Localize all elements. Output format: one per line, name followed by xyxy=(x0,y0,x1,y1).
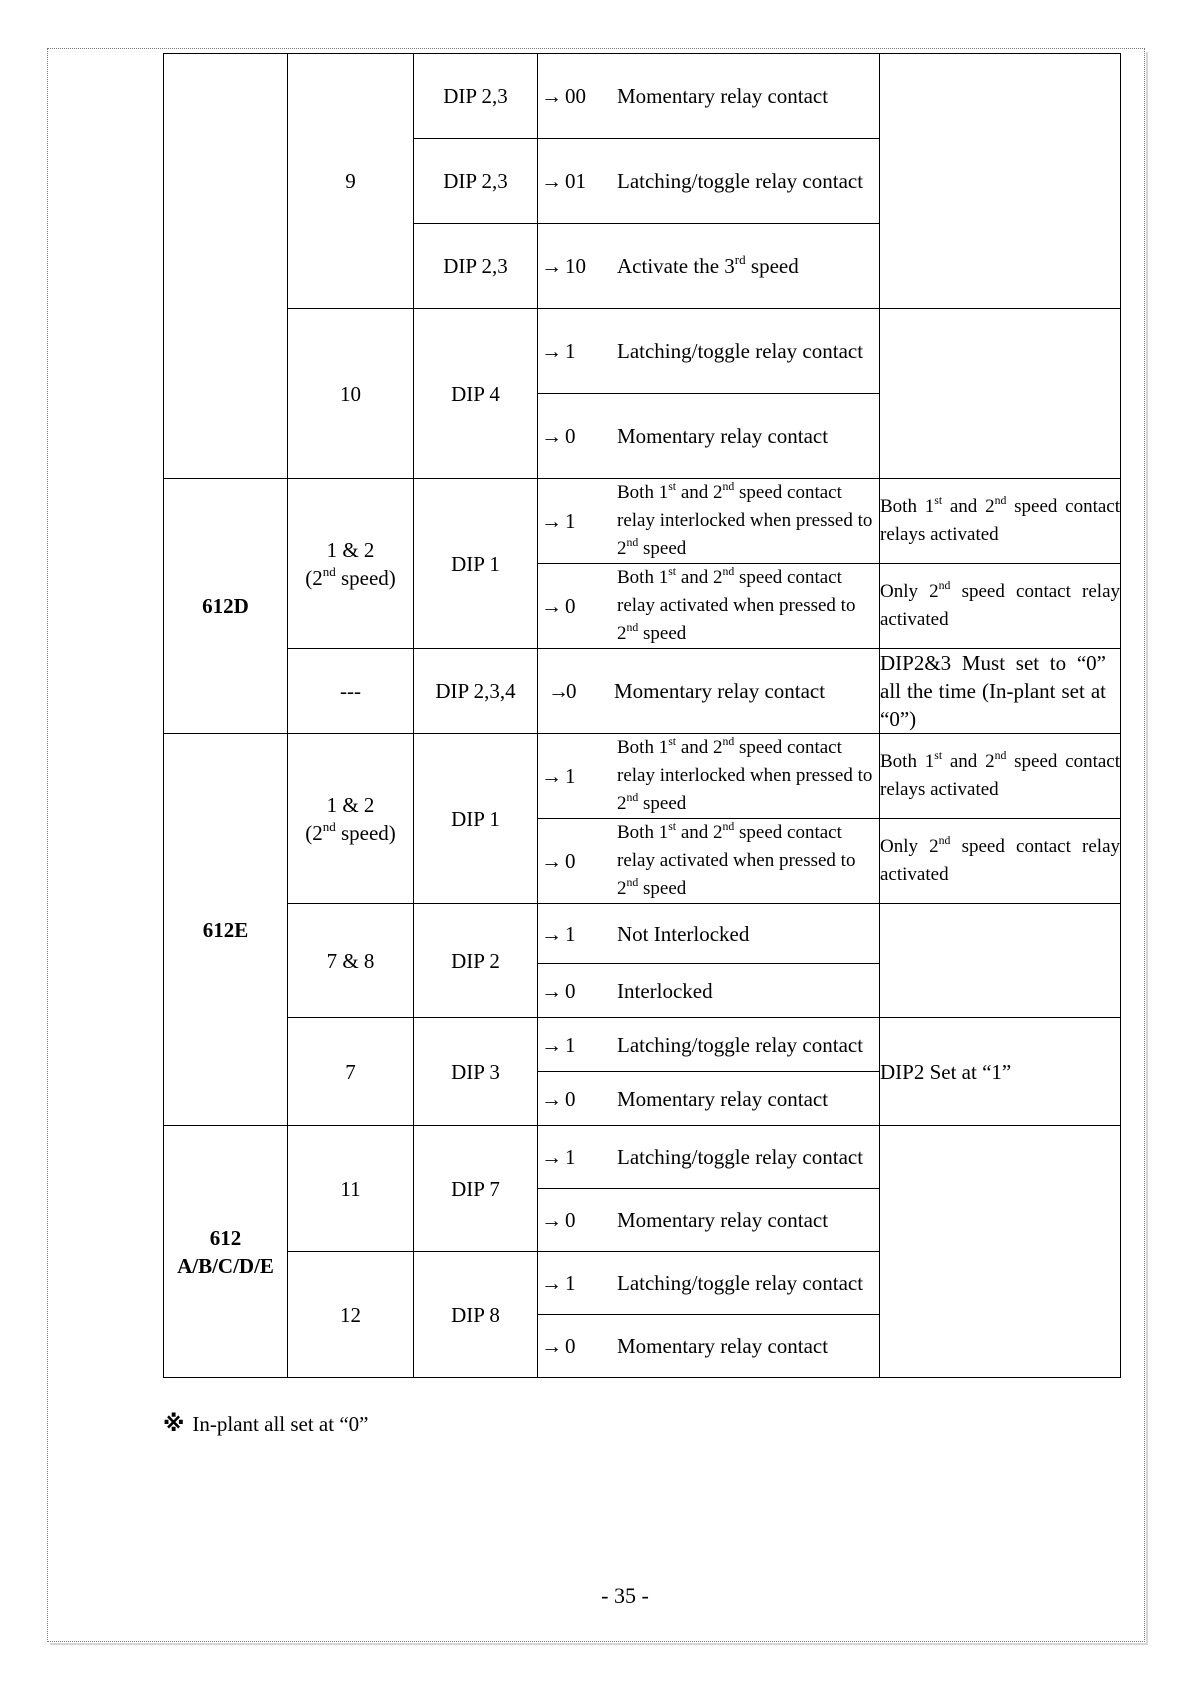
dip-value: 0 xyxy=(565,1086,576,1111)
note-cell xyxy=(880,1126,1121,1378)
dip-cell: DIP 1 xyxy=(414,479,538,649)
note-cell xyxy=(880,54,1121,309)
function-cell xyxy=(538,479,880,564)
arrow-icon: → xyxy=(541,1271,562,1295)
dip-value: 01 xyxy=(565,169,586,193)
note-cell: Only 2nd speed contact relay activated xyxy=(880,819,1121,904)
table-row xyxy=(164,54,1121,139)
arrow-icon: → xyxy=(541,84,562,108)
dip-value: 1 xyxy=(565,339,576,363)
dip-value: 10 xyxy=(565,254,586,278)
dip-cell: DIP 2,3 xyxy=(414,224,538,309)
function-cell xyxy=(538,1315,880,1378)
dip-cell: DIP 2,3 xyxy=(414,139,538,224)
function-cell xyxy=(538,1252,880,1315)
dip-cell: DIP 7 xyxy=(414,1126,538,1252)
function-cell xyxy=(538,394,880,479)
function-text: Latching/toggle relay contact xyxy=(617,1032,864,1057)
dip-value: 00 xyxy=(565,84,586,108)
dip-value: 1 xyxy=(565,1145,576,1169)
dip-value: 0 xyxy=(565,978,576,1003)
table-row xyxy=(164,479,1121,564)
dip-value: 0 xyxy=(565,1208,576,1232)
dip-value: 1 xyxy=(565,764,576,788)
function-text: Interlocked xyxy=(617,978,713,1003)
arrow-icon: → xyxy=(541,339,562,363)
arrow-icon: → xyxy=(541,1208,562,1232)
note-cell xyxy=(880,309,1121,479)
dip-switch-table xyxy=(163,53,1121,1378)
function-cell xyxy=(538,734,880,819)
note-cell: Both 1st and 2nd speed contact relays activated xyxy=(880,479,1121,564)
table-row xyxy=(164,734,1121,819)
function-text: Momentary relay contact xyxy=(617,424,829,448)
function-text: Both 1st and 2nd speed contact relay activated when pressed to 2nd speed xyxy=(617,819,856,899)
pin-cell: 1 & 2 (2nd speed) xyxy=(288,734,414,904)
function-text: Not Interlocked xyxy=(617,921,750,946)
pin-cell: --- xyxy=(288,649,414,734)
function-text: Momentary relay contact xyxy=(617,1208,829,1232)
function-cell xyxy=(538,1018,880,1072)
pin-cell: 10 xyxy=(288,309,414,479)
arrow-icon: → xyxy=(541,169,562,193)
note-cell xyxy=(880,904,1121,1018)
table-row xyxy=(164,1126,1121,1189)
arrow-icon: → xyxy=(541,849,562,873)
note-cell: Only 2nd speed contact relay activated xyxy=(880,564,1121,649)
function-text: Momentary relay contact xyxy=(614,679,826,703)
dip-cell: DIP 2,3 xyxy=(414,54,538,139)
function-text: Momentary relay contact xyxy=(617,84,829,108)
function-cell xyxy=(538,649,880,734)
pin-cell: 9 xyxy=(288,54,414,309)
dip-value: 0 xyxy=(565,594,576,618)
function-cell xyxy=(538,1126,880,1189)
arrow-icon: → xyxy=(541,921,562,946)
dip-cell: DIP 2 xyxy=(414,904,538,1018)
arrow-icon: → xyxy=(548,679,569,703)
function-text: Latching/toggle relay contact xyxy=(617,169,864,193)
dip-cell: DIP 8 xyxy=(414,1252,538,1378)
function-text: Latching/toggle relay contact xyxy=(617,1271,864,1295)
page-frame-shadow xyxy=(50,1643,1148,1645)
dip-value: 0 xyxy=(565,1334,576,1358)
function-text: Both 1st and 2nd speed contact relay activated when pressed to 2nd speed xyxy=(617,564,856,644)
dip-value: 1 xyxy=(565,921,576,946)
dip-value: 1 xyxy=(565,1032,576,1057)
function-text: Momentary relay contact xyxy=(617,1334,829,1358)
table-row xyxy=(164,1018,1121,1072)
arrow-icon: → xyxy=(541,764,562,788)
function-text: Latching/toggle relay contact xyxy=(617,339,864,363)
dip-value: 1 xyxy=(565,1271,576,1295)
arrow-icon: → xyxy=(541,1032,562,1057)
table-row xyxy=(164,649,1121,734)
page-number: - 35 - xyxy=(601,1583,649,1608)
function-cell xyxy=(538,1072,880,1126)
arrow-icon: → xyxy=(541,424,562,448)
dip-cell: DIP 3 xyxy=(414,1018,538,1126)
dip-cell: DIP 1 xyxy=(414,734,538,904)
dip-cell: DIP 4 xyxy=(414,309,538,479)
table-row xyxy=(164,904,1121,964)
function-cell xyxy=(538,139,880,224)
arrow-icon: → xyxy=(541,978,562,1003)
table-row xyxy=(164,309,1121,394)
footnote-text: In-plant all set at “0” xyxy=(192,1412,369,1436)
function-text: Both 1st and 2nd speed contact relay interlocked when pressed to 2nd speed xyxy=(617,479,873,559)
reference-mark-icon: ※ xyxy=(163,1412,185,1437)
model-cell: 612 A/B/C/D/E xyxy=(164,1126,288,1378)
pin-cell: 12 xyxy=(288,1252,414,1378)
arrow-icon: → xyxy=(541,509,562,533)
arrow-icon: → xyxy=(541,1086,562,1111)
function-cell xyxy=(538,904,880,964)
model-cell: 612D xyxy=(164,479,288,734)
page-frame-shadow xyxy=(1146,52,1148,1644)
dip-cell: DIP 2,3,4 xyxy=(414,649,538,734)
pin-cell: 7 & 8 xyxy=(288,904,414,1018)
pin-cell: 11 xyxy=(288,1126,414,1252)
dip-value: 1 xyxy=(565,509,576,533)
pin-cell: 1 & 2 (2nd speed) xyxy=(288,479,414,649)
arrow-icon: → xyxy=(541,594,562,618)
function-text: Momentary relay contact xyxy=(617,1086,829,1111)
arrow-icon: → xyxy=(541,254,562,278)
function-cell xyxy=(538,564,880,649)
arrow-icon: → xyxy=(541,1334,562,1358)
model-cell xyxy=(164,54,288,479)
dip-value: 0 xyxy=(565,849,576,873)
dip-value: 0 xyxy=(566,679,577,703)
function-cell xyxy=(538,819,880,904)
function-cell xyxy=(538,309,880,394)
note-cell: DIP2&3 Must set to “0” all the time (In-plant set at “0”) xyxy=(880,649,1121,734)
function-cell xyxy=(538,224,880,309)
function-text: Activate the 3rd speed xyxy=(617,251,799,278)
function-cell xyxy=(538,964,880,1018)
pin-cell: 7 xyxy=(288,1018,414,1126)
note-cell: Both 1st and 2nd speed contact relays activated xyxy=(880,734,1121,819)
dip-value: 0 xyxy=(565,424,576,448)
footnote xyxy=(163,1410,368,1439)
function-cell xyxy=(538,54,880,139)
note-cell: DIP2 Set at “1” xyxy=(880,1018,1121,1126)
function-text: Both 1st and 2nd speed contact relay interlocked when pressed to 2nd speed xyxy=(617,734,873,814)
model-cell: 612E xyxy=(164,734,288,1126)
function-text: Latching/toggle relay contact xyxy=(617,1145,864,1169)
arrow-icon: → xyxy=(541,1145,562,1169)
function-cell xyxy=(538,1189,880,1252)
